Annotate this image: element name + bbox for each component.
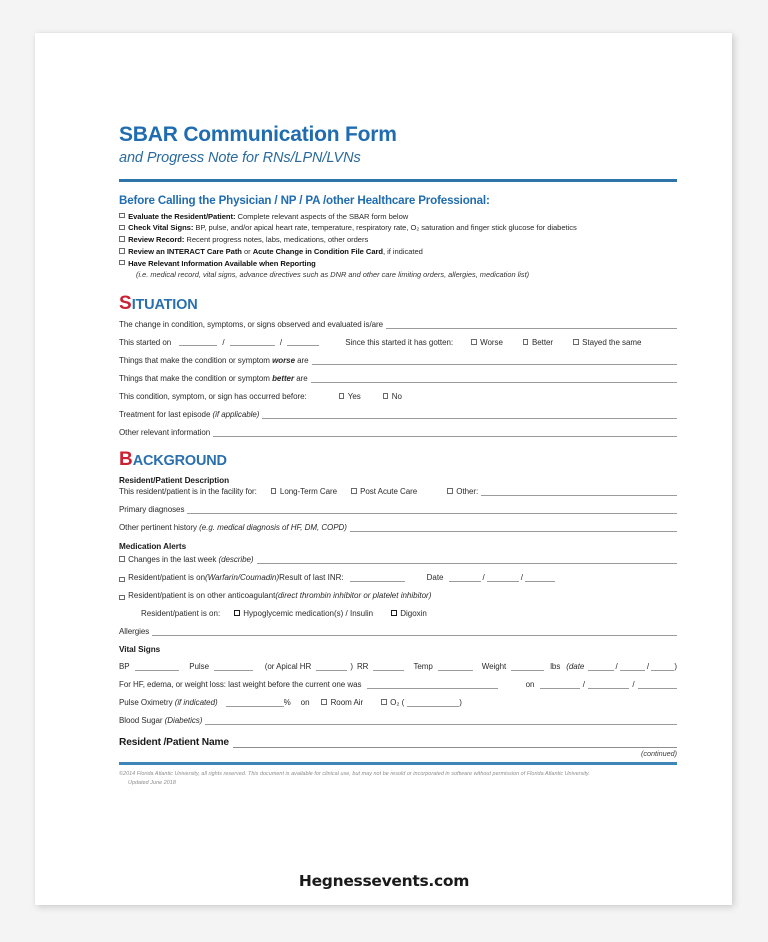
vitals-date-month[interactable] — [588, 663, 613, 671]
situation-occurred-option-yes[interactable]: Yes — [339, 392, 361, 401]
hf-slash-2: / — [632, 680, 635, 690]
vitals-row — [119, 662, 677, 671]
checkbox-digoxin[interactable] — [391, 610, 397, 616]
situation-other-input[interactable] — [213, 428, 677, 437]
checkbox-occurred-yes[interactable] — [339, 393, 345, 399]
situation-started-year[interactable] — [287, 338, 319, 346]
resident-name-label: Resident /Patient Name — [119, 737, 229, 749]
checkbox-occurred-no[interactable] — [383, 393, 389, 399]
checkbox-other-anticoagulant[interactable] — [119, 595, 125, 601]
situation-since-label: Since this started it has gotten: — [345, 338, 454, 348]
vitals-date-open: (date — [566, 662, 585, 672]
copyright-notice: ©2014 Florida Atlantic University, all rights reserved. This document is available for clinical use, but may not be resold or incorporated in software without permission of Florida Atlantic University. Updated June 2018 — [119, 771, 590, 787]
facility-for-row — [119, 487, 677, 496]
situation-occurred-option-no[interactable]: No — [383, 392, 402, 401]
anticoagulant-row: Resident/patient is on other anticoagulant (direct thrombin inhibitor or platelet inhibitor) — [119, 591, 677, 600]
primary-diagnoses-label: Primary diagnoses — [119, 505, 185, 515]
vitals-date-year[interactable] — [651, 663, 674, 671]
is-on-label: Resident/patient is on: — [141, 609, 221, 619]
vitals-apical-label: (or Apical HR — [264, 662, 312, 672]
situation-started-month[interactable] — [179, 338, 217, 346]
document-sheet — [35, 33, 732, 905]
situation-change-input[interactable] — [386, 320, 677, 329]
allergies-input[interactable] — [152, 627, 677, 636]
is-on-option-digoxin[interactable]: Digoxin — [391, 609, 427, 618]
vitals-temp-label: Temp — [413, 662, 433, 672]
checkbox-check-vital-signs[interactable] — [119, 225, 125, 231]
vitals-weight-label: Weight — [481, 662, 507, 672]
vitals-apical-close: ) — [350, 662, 353, 672]
situation-worse-label: Things that make the condition or symptom worse are — [119, 356, 309, 366]
vitals-date-day[interactable] — [620, 663, 645, 671]
checkbox-med-changes[interactable] — [119, 556, 125, 562]
hf-date-year[interactable] — [638, 681, 677, 689]
checkbox-review-record[interactable] — [119, 236, 125, 242]
med-changes-label: Changes in the last week (describe) — [119, 555, 254, 564]
vitals-slash-1: / — [615, 662, 618, 672]
facility-option-other[interactable]: Other: — [447, 487, 478, 496]
checkbox-oxygen[interactable] — [381, 699, 387, 705]
situation-started-day[interactable] — [230, 338, 275, 346]
other-history-label: Other pertinent history (e.g. medical diagnosis of HF, DM, COPD) — [119, 523, 347, 533]
warfarin-inr-input[interactable] — [350, 574, 405, 582]
is-on-option-hypoglycemic[interactable]: Hypoglycemic medication(s) / Insulin — [234, 609, 373, 618]
situation-started-row — [119, 338, 677, 347]
warfarin-slash-2: / — [520, 573, 523, 583]
pulse-oximetry-input[interactable] — [226, 699, 284, 707]
vitals-temp-input[interactable] — [438, 663, 473, 671]
vitals-pulse-label: Pulse — [189, 662, 209, 672]
situation-change-label: The change in condition, symptoms, or signs observed and evaluated is/are — [119, 320, 384, 330]
situation-worse-row — [119, 356, 677, 365]
situation-since-option-better[interactable]: Better — [523, 338, 553, 347]
date-slash-1: / — [222, 338, 225, 348]
warfarin-date-year[interactable] — [525, 574, 555, 582]
header-divider — [119, 179, 677, 182]
situation-better-input[interactable] — [311, 374, 677, 383]
facility-for-label: This resident/patient is in the facility for: — [119, 487, 257, 497]
vitals-apical-input[interactable] — [316, 663, 347, 671]
hf-slash-1: / — [582, 680, 585, 690]
situation-worse-input[interactable] — [312, 356, 677, 365]
checkbox-worse[interactable] — [471, 339, 477, 345]
is-on-row — [119, 609, 677, 618]
checkbox-have-relevant-info[interactable] — [119, 260, 125, 266]
checkbox-review-care-path[interactable] — [119, 248, 125, 254]
checkbox-post-acute-care[interactable] — [351, 488, 357, 494]
other-history-row — [119, 523, 677, 532]
warfarin-date-label: Date — [426, 573, 444, 583]
situation-since-option-same[interactable]: Stayed the same — [573, 338, 641, 347]
blood-sugar-input[interactable] — [205, 716, 677, 725]
date-slash-2: / — [279, 338, 283, 348]
vitals-date-close: ) — [674, 662, 677, 672]
facility-other-input[interactable] — [481, 487, 677, 496]
hf-weight-on-label: on — [525, 680, 535, 690]
before-calling-item: Have Relevant Information Available when Reporting — [119, 258, 677, 270]
footer-divider — [119, 762, 677, 765]
facility-option-post-acute[interactable]: Post Acute Care — [351, 487, 417, 496]
checkbox-stayed-the-same[interactable] — [573, 339, 579, 345]
pulse-oximetry-on-label: on — [300, 698, 310, 708]
hf-date-day[interactable] — [588, 681, 629, 689]
vital-signs-heading: Vital Signs — [119, 645, 161, 655]
situation-heading-rest: ITUATION — [131, 297, 198, 314]
situation-heading — [119, 294, 677, 313]
hf-date-month[interactable] — [540, 681, 579, 689]
page-title: SBAR Communication Form — [119, 123, 397, 146]
situation-treatment-row — [119, 410, 677, 419]
situation-other-label: Other relevant information — [119, 428, 211, 438]
vitals-lbs-label: lbs — [550, 662, 561, 672]
hf-weight-row — [119, 680, 677, 689]
situation-occurred-label: This condition, symptom, or sign has occurred before: — [119, 392, 307, 402]
document-content — [119, 123, 677, 788]
pulse-oximetry-percent: % — [283, 698, 291, 708]
page-subtitle: and Progress Note for RNs/LPN/LVNs — [119, 150, 361, 167]
vitals-rr-label: RR — [356, 662, 369, 672]
resident-description-heading: Resident/Patient Description — [119, 476, 230, 486]
situation-change-row — [119, 320, 677, 329]
before-calling-item: Evaluate the Resident/Patient: Complete relevant aspects of the SBAR form below — [119, 211, 677, 223]
med-changes-input[interactable] — [257, 555, 677, 564]
hf-weight-label: For HF, edema, or weight loss: last weight before the current one was — [119, 680, 362, 690]
pulse-oximetry-option-o2[interactable]: O₂ ( — [381, 698, 404, 707]
checkbox-better[interactable] — [523, 339, 529, 345]
vitals-rr-input[interactable] — [373, 663, 404, 671]
situation-since-option-worse[interactable]: Worse — [471, 338, 503, 347]
situation-other-row — [119, 428, 677, 437]
vitals-weight-input[interactable] — [511, 663, 544, 671]
vitals-pulse-input[interactable] — [214, 663, 253, 671]
warfarin-row: Resident/patient is on (Warfarin/Coumadin) Result of last INR: Date / / — [119, 573, 677, 582]
oxygen-close-paren: ) — [459, 698, 462, 708]
background-heading — [119, 450, 677, 469]
other-history-input[interactable] — [350, 523, 677, 532]
facility-option-ltc[interactable]: Long-Term Care — [271, 487, 337, 496]
watermark-text: Hegnessevents.com — [298, 872, 470, 890]
situation-treatment-input[interactable] — [262, 410, 677, 419]
vitals-bp-label: BP — [119, 662, 130, 672]
vitals-bp-input[interactable] — [135, 663, 180, 671]
checkbox-long-term-care[interactable] — [271, 488, 277, 494]
primary-diagnoses-row — [119, 505, 677, 514]
situation-cap-letter: S — [119, 293, 132, 315]
checkbox-other-facility[interactable] — [447, 488, 453, 494]
warfarin-date-month[interactable] — [449, 574, 481, 582]
allergies-label: Allergies — [119, 627, 150, 637]
situation-better-row — [119, 374, 677, 383]
warfarin-slash-1: / — [482, 573, 485, 583]
background-cap-letter: B — [119, 449, 133, 471]
situation-started-label: This started on — [119, 338, 172, 348]
situation-better-label: Things that make the condition or symptom better are — [119, 374, 308, 384]
resident-name-input[interactable] — [233, 737, 677, 748]
medication-alerts-heading: Medication Alerts — [119, 542, 187, 552]
pulse-oximetry-label: Pulse Oximetry (if indicated) — [119, 698, 218, 708]
checkbox-evaluate-resident[interactable] — [119, 213, 125, 219]
med-changes-row — [119, 555, 677, 564]
blood-sugar-row — [119, 716, 677, 725]
warfarin-date-day[interactable] — [487, 574, 519, 582]
situation-occurred-row — [119, 392, 677, 401]
background-heading-rest: ACKGROUND — [132, 453, 227, 470]
blood-sugar-label: Blood Sugar (Diabetics) — [119, 716, 203, 726]
pulse-oximetry-option-room-air[interactable]: Room Air — [321, 698, 363, 707]
before-calling-item: Review Record: Recent progress notes, labs, medications, other orders — [119, 234, 677, 246]
pulse-oximetry-row — [119, 698, 677, 707]
primary-diagnoses-input[interactable] — [187, 505, 677, 514]
before-calling-heading: Before Calling the Physician / NP / PA /other Healthcare Professional: — [119, 193, 490, 207]
situation-treatment-label: Treatment for last episode (if applicable) — [119, 410, 260, 420]
before-calling-item: Review an INTERACT Care Path or Acute Change in Condition File Card, if indicated — [119, 246, 677, 258]
checkbox-hypoglycemic[interactable] — [234, 610, 240, 616]
oxygen-amount-input[interactable] — [407, 699, 459, 707]
hf-weight-input[interactable] — [367, 681, 497, 689]
continued-marker: (continued) — [641, 749, 677, 759]
checkbox-warfarin[interactable] — [119, 577, 125, 583]
checkbox-room-air[interactable] — [321, 699, 327, 705]
resident-name-row — [119, 737, 677, 748]
vitals-slash-2: / — [646, 662, 650, 672]
before-calling-item: Check Vital Signs: BP, pulse, and/or apical heart rate, temperature, respiratory rate, O₂ saturation and finger stick glucose for diabetics — [119, 222, 677, 234]
before-calling-note: (i.e. medical record, vital signs, advance directives such as DNR and other care limiting orders, allergies, medication list) — [136, 270, 530, 280]
allergies-row — [119, 627, 677, 636]
